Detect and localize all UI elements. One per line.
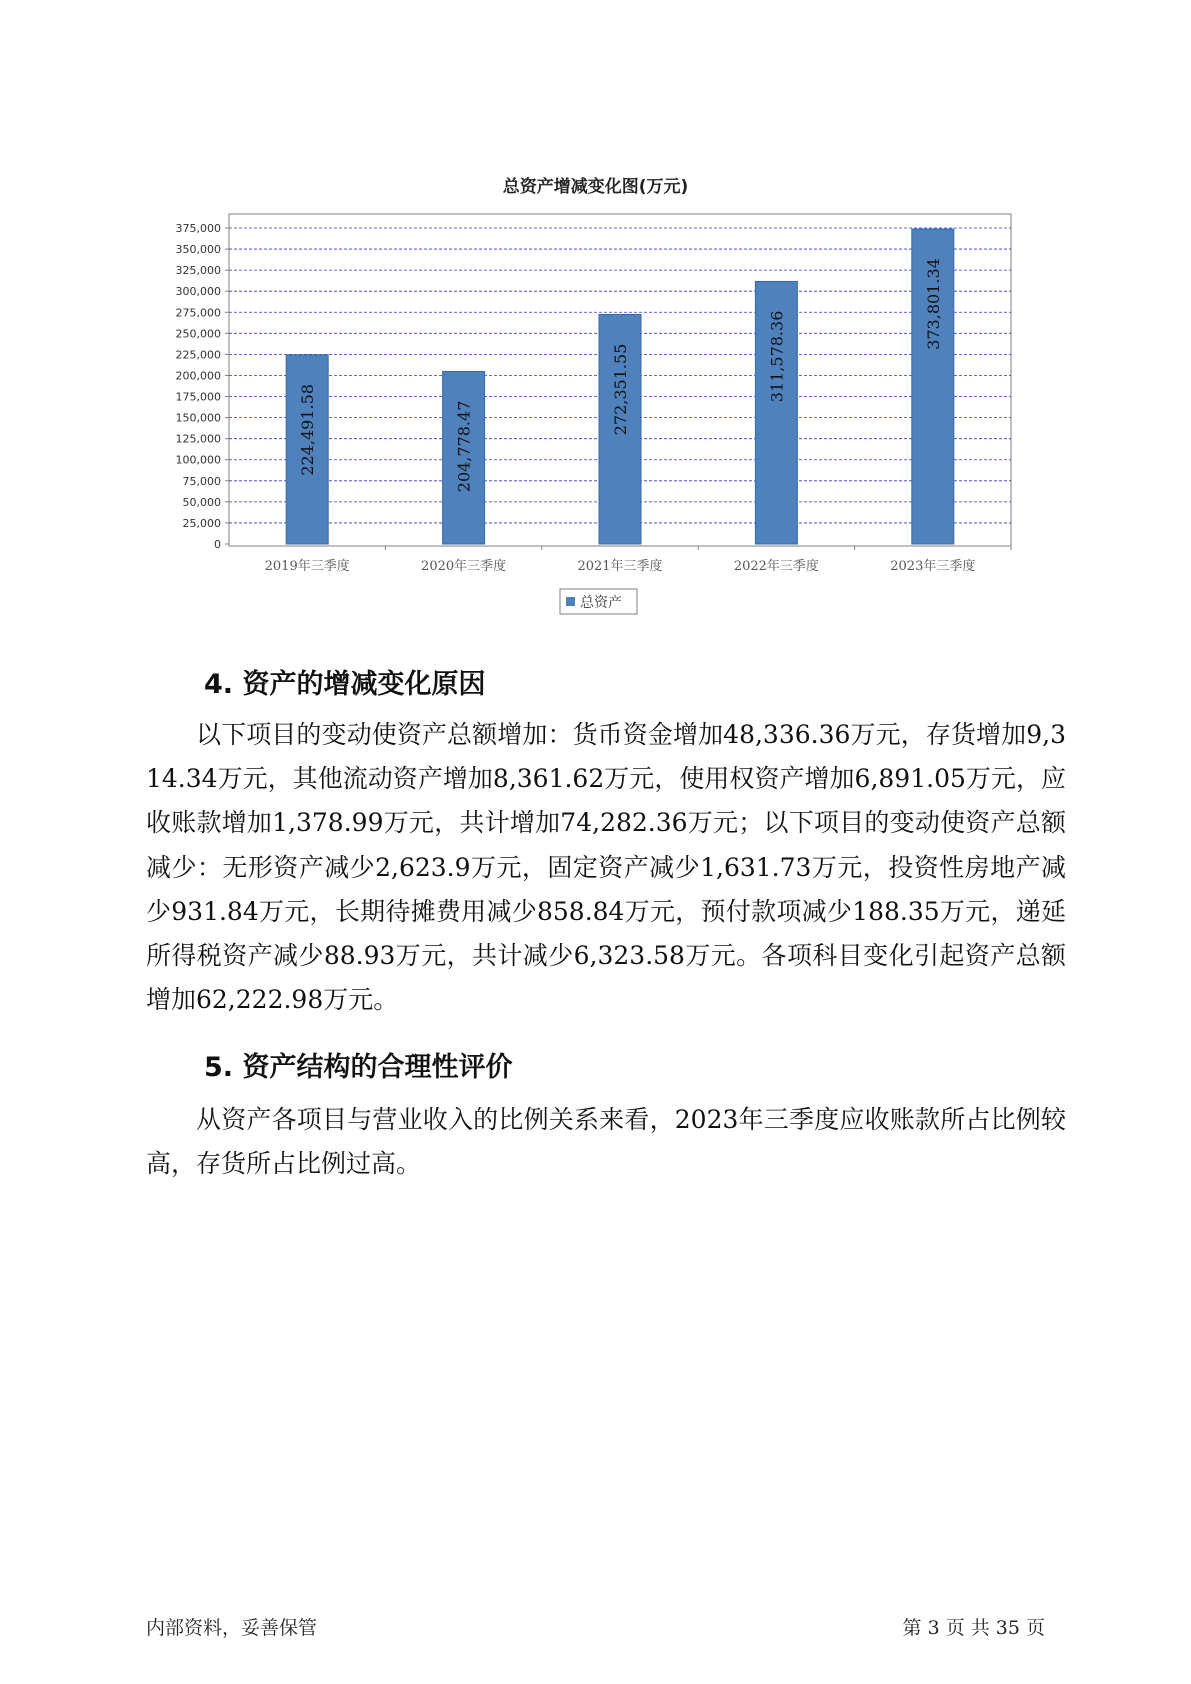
y-tick-label: 275,000 [175, 306, 221, 320]
x-tick-label: 2020年三季度 [421, 559, 507, 574]
y-tick-label: 375,000 [175, 222, 221, 235]
bar-data-label: 373,801.34 [923, 258, 943, 350]
section-heading-5: 5. 资产结构的合理性评价 [204, 1052, 513, 1083]
section-paragraph-4: 以下项目的变动使资产总额增加：货币资金增加48,336.36万元，存货增加9,314.34万元，其他流动资产增加8,361.62万元，使用权资产增加6,891.05万元，应收账款增加1,378.99万元，共计增加74,282.36万元；以下项目的变动使资产总额减少：无形资产减少2,623.9万元，固定资产减少1,631.73万元，投资性房地产减少931.84万元，长期待摊费用减少858.84万元，预付款项减少188.35万元，递延所得税资产减少88.93万元，共计减少6,323.58万元。各项科目变化引起资产总额增加62,222.98万元。 [146, 720, 1066, 1015]
y-tick-label: 150,000 [175, 411, 221, 425]
footer-page-number: 第 3 页 共 35 页 [902, 1617, 1045, 1639]
legend-swatch [566, 597, 575, 606]
bar-data-label: 272,351.55 [611, 343, 630, 436]
section-heading-4: 4. 资产的增减变化原因 [204, 669, 486, 700]
y-tick-label: 100,000 [175, 453, 221, 467]
footer-confidential-note: 内部资料，妥善保管 [146, 1617, 318, 1639]
bar-data-label: 224,491.58 [298, 384, 318, 476]
x-tick-label: 2021年三季度 [577, 559, 663, 574]
x-tick-label: 2022年三季度 [733, 559, 819, 574]
section-paragraph-5: 从资产各项目与营业收入的比例关系来看，2023年三季度应收账款所占比例较高，存货所占比例过高。 [146, 1105, 1066, 1179]
y-tick-label: 125,000 [175, 432, 221, 446]
y-tick-label: 50,000 [182, 495, 221, 509]
y-tick-label: 175,000 [175, 390, 221, 404]
bar-data-label: 311,578.36 [767, 310, 787, 403]
y-tick-label: 250,000 [175, 327, 221, 341]
y-tick-label: 225,000 [175, 348, 221, 362]
x-tick-label: 2019年三季度 [264, 559, 350, 574]
bar-chart [0, 0, 1191, 640]
x-tick-label: 2023年三季度 [890, 559, 976, 574]
legend-label: 总资产 [580, 595, 622, 611]
chart-title: 总资产增减变化图(万元) [502, 177, 689, 197]
y-tick-label: 325,000 [175, 264, 221, 278]
y-tick-label: 25,000 [182, 516, 221, 530]
bar-data-label: 204,778.47 [454, 400, 474, 493]
y-tick-label: 300,000 [175, 285, 221, 299]
y-tick-label: 0 [214, 538, 221, 551]
y-tick-label: 200,000 [175, 369, 221, 383]
y-tick-label: 350,000 [175, 243, 221, 257]
y-tick-label: 75,000 [182, 474, 221, 488]
